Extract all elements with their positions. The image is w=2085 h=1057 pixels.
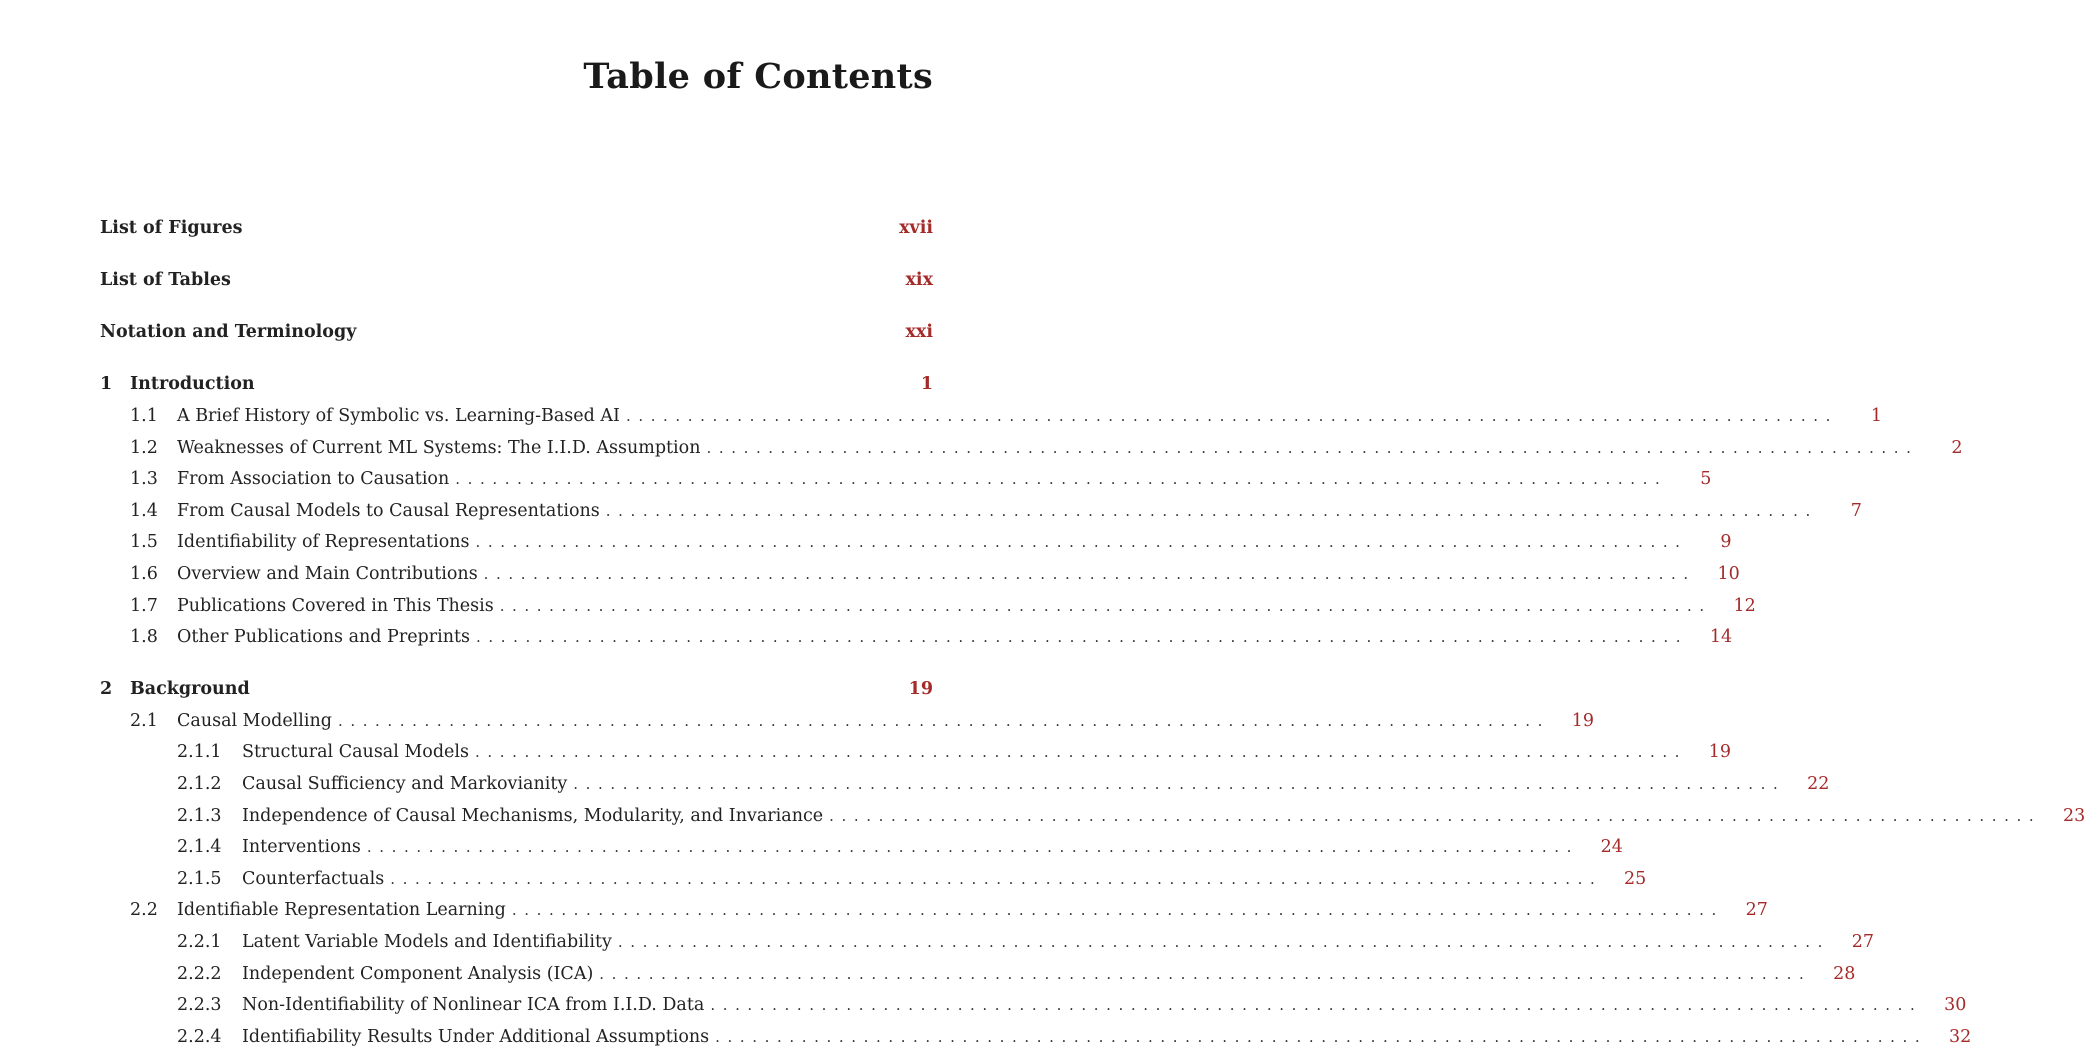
toc-section-1-7[interactable] [130,594,1756,618]
subsection-number: 2.2.2 [177,964,222,984]
section-title: Identifiable Representation Learning [177,898,512,922]
toc-page-link[interactable]: 7 [1850,501,1862,521]
section-number: 2.1 [130,711,158,731]
toc-page-link[interactable]: 27 [1851,932,1874,952]
section-number: 1.5 [130,532,158,552]
section-number: 1.3 [130,469,158,489]
section-number: 1.7 [130,596,158,616]
subsection-number: 2.1.2 [177,774,222,794]
toc-page-link[interactable]: 25 [1624,869,1647,889]
dot-leader: .................................................................................................. [573,775,1786,793]
subsection-title: Non-Identifiability of Nonlinear ICA from I.I.D. Data [242,993,710,1017]
toc-subsection-2-2-3[interactable] [177,993,1967,1017]
dot-leader: .................................................................................................. [390,870,1603,888]
dot-leader: .................................................................................................. [706,439,1919,457]
section-title: From Causal Models to Causal Representations [177,499,606,523]
subsection-number: 2.2.3 [177,995,222,1015]
toc-entry-label: List of Tables [100,268,237,292]
toc-page-link[interactable]: 5 [1700,469,1712,489]
dot-leader: .................................................................................................. [455,470,1668,488]
toc-page-link[interactable]: 19 [1708,742,1732,762]
subsection-title: Counterfactuals [242,867,390,891]
toc-section-1-2[interactable] [130,436,1963,460]
toc-page-link[interactable]: 19 [908,679,933,699]
toc-section-2-2[interactable] [130,898,1768,922]
subsection-number: 2.2.4 [177,1027,222,1047]
section-number: 1.6 [130,564,158,584]
page-title: Table of Contents [583,56,933,97]
dot-leader: .................................................................................................. [625,407,1839,425]
dot-leader: .................................................................................................. [617,933,1830,951]
chapter-title: Introduction [130,372,261,396]
toc-page-link[interactable]: xxi [905,322,933,342]
toc-section-1-3[interactable] [130,467,1712,491]
section-title: Causal Modelling [177,709,338,733]
dot-leader: .................................................................................................. [605,502,1818,520]
toc-page-link[interactable]: 9 [1720,532,1732,552]
subsection-number: 2.1.5 [177,869,222,889]
toc-chapter-1[interactable] [100,372,933,396]
toc-section-1-8[interactable] [130,625,1733,649]
toc-page-link[interactable]: 1 [920,374,933,394]
toc-entry-list-of-figures[interactable] [100,216,933,240]
subsection-title: Interventions [242,835,367,859]
subsection-number: 2.1.1 [177,742,222,762]
section-number: 1.8 [130,627,158,647]
toc-page-link[interactable]: xvii [899,218,933,238]
toc-subsection-2-1-1[interactable] [177,740,1732,764]
toc-subsection-2-1-4[interactable] [177,835,1623,859]
chapter-title: Background [130,677,256,701]
section-number: 1.2 [130,438,158,458]
toc-subsection-2-1-3[interactable] [177,804,2085,828]
toc-page-link[interactable]: 27 [1745,900,1768,920]
toc-page-link[interactable]: 30 [1944,995,1967,1015]
chapter-number: 1 [100,374,113,394]
toc-page-link[interactable]: 12 [1733,596,1756,616]
toc-page-link[interactable]: 32 [1948,1027,1972,1047]
dot-leader: .................................................................................................. [599,965,1812,983]
toc-page-link[interactable]: 22 [1807,774,1830,794]
section-number: 2.2 [130,900,158,920]
subsection-title: Independence of Causal Mechanisms, Modularity, and Invariance [242,804,829,828]
dot-leader: .................................................................................................. [511,901,1724,919]
dot-leader: .................................................................................................. [476,628,1689,646]
section-title: Overview and Main Contributions [177,562,484,586]
subsection-title: Structural Causal Models [242,740,475,764]
dot-leader: .................................................................................................. [475,533,1688,551]
section-title: A Brief History of Symbolic vs. Learning-Based AI [177,404,626,428]
section-number: 1.4 [130,501,158,521]
section-title: Identifiability of Representations [177,530,475,554]
toc-section-1-5[interactable] [130,530,1732,554]
toc-subsection-2-2-4[interactable] [177,1025,1972,1049]
dot-leader: .................................................................................................. [499,597,1712,615]
toc-page-link[interactable]: xix [905,270,933,290]
section-title: Weaknesses of Current ML Systems: The I.I.D. Assumption [177,436,706,460]
toc-entry-list-of-tables[interactable] [100,268,933,292]
toc-section-1-1[interactable] [130,404,1883,428]
dot-leader: .................................................................................................. [474,743,1688,761]
chapter-number: 2 [100,679,113,699]
dot-leader: .................................................................................................. [715,1028,1928,1046]
toc-subsection-2-1-2[interactable] [177,772,1830,796]
toc-page-link[interactable]: 2 [1951,438,1963,458]
section-title: From Association to Causation [177,467,455,491]
dot-leader: .................................................................................................. [710,996,1923,1014]
section-title: Publications Covered in This Thesis [177,594,500,618]
toc-subsection-2-2-2[interactable] [177,962,1856,986]
toc-page-link[interactable]: 10 [1717,564,1740,584]
toc-page-link[interactable]: 19 [1571,711,1595,731]
toc-section-2-1[interactable] [130,709,1595,733]
toc-chapter-2[interactable] [100,677,933,701]
section-number: 1.1 [130,406,158,426]
subsection-title: Latent Variable Models and Identifiability [242,930,618,954]
subsection-number: 2.1.4 [177,837,222,857]
toc-section-1-4[interactable] [130,499,1862,523]
dot-leader: .................................................................................................. [829,807,2042,825]
subsection-title: Causal Sufficiency and Markovianity [242,772,573,796]
dot-leader: .................................................................................................. [337,712,1551,730]
toc-subsection-2-2-1[interactable] [177,930,1874,954]
section-title: Other Publications and Preprints [177,625,476,649]
toc-page-link[interactable]: 28 [1833,964,1856,984]
toc-entry-label: List of Figures [100,216,249,240]
subsection-title: Identifiability Results Under Additional Assumptions [242,1025,715,1049]
dot-leader: .................................................................................................. [483,565,1696,583]
toc-entry-label: Notation and Terminology [100,320,362,344]
toc-subsection-2-1-5[interactable] [177,867,1647,891]
subsection-number: 2.2.1 [177,932,222,952]
toc-page-link[interactable]: 14 [1709,627,1733,647]
toc-section-1-6[interactable] [130,562,1740,586]
dot-leader: .................................................................................................. [366,838,1579,856]
subsection-number: 2.1.3 [177,806,222,826]
toc-entry-notation[interactable] [100,320,933,344]
toc-page-link[interactable]: 23 [2062,806,2085,826]
toc-page-link[interactable]: 24 [1600,837,1623,857]
subsection-title: Independent Component Analysis (ICA) [242,962,599,986]
toc-page-link[interactable]: 1 [1870,406,1883,426]
